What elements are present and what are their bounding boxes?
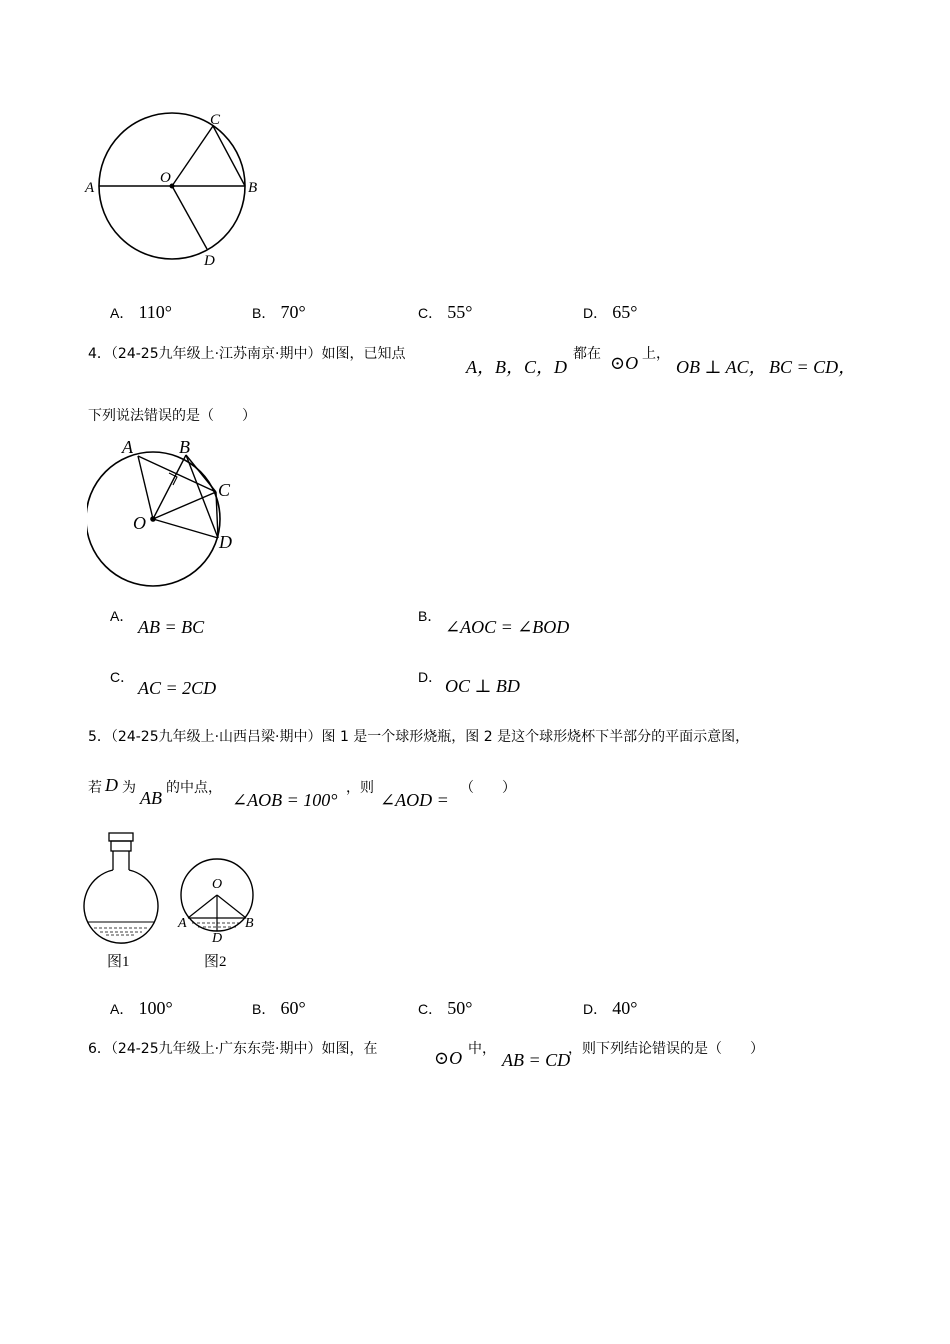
q4-top-text: 上，	[642, 346, 670, 362]
q6-stem	[88, 1038, 378, 1058]
label-a: A	[122, 437, 133, 457]
q5-number: 5．	[88, 729, 111, 745]
q5-source: （24-25九年级上·山西吕梁·期中）图 1 是一个球形烧瓶，图 2 是这个球形烧杯下半部分的平面示意图，	[110, 729, 750, 745]
segment-ac	[138, 456, 216, 492]
q4-option-d-letter[interactable]: D．	[418, 669, 443, 685]
segment-oc	[153, 492, 216, 519]
q5-line2-for: 为	[122, 780, 136, 796]
label-a: A	[85, 180, 95, 196]
option-value: 100°	[138, 998, 173, 1018]
q5-option-c[interactable]	[418, 998, 472, 1019]
option-letter: A．	[110, 1001, 134, 1017]
q6-tail: ，则下列结论错误的是（ ）	[568, 1041, 764, 1057]
segment-bd	[186, 455, 218, 538]
segment-cb	[213, 126, 245, 186]
option-value: 65°	[612, 302, 638, 322]
q4-option-c-value[interactable]: AC = 2CD	[138, 678, 217, 698]
q5-stem-line1	[88, 726, 749, 746]
q6-mid: 中，	[468, 1041, 496, 1057]
option-letter: A．	[110, 305, 134, 321]
q5-given: ∠AOB = 100°	[232, 790, 338, 810]
q6-source: （24-25九年级上·广东东莞·期中）如图，在	[110, 1041, 378, 1057]
q4-option-c-letter[interactable]: C．	[110, 669, 135, 685]
figure-q5	[82, 830, 267, 975]
option-value: 55°	[447, 302, 473, 322]
q4-circle: ⊙O	[610, 353, 639, 373]
label-d: D	[219, 532, 232, 552]
q4-source: （24-25九年级上·江苏南京·期中）如图，已知点	[110, 346, 406, 362]
label-o: O	[160, 170, 171, 186]
q4-option-a-value[interactable]: AB = BC	[138, 617, 205, 637]
label-c: C	[218, 480, 231, 500]
label-b: B	[179, 437, 190, 457]
label-o: O	[133, 513, 146, 533]
option-letter: C．	[418, 305, 443, 321]
q4-option-b-value[interactable]: ∠AOC = ∠BOD	[445, 617, 570, 637]
q4-points: A，B，C，D	[466, 357, 567, 377]
label-b: B	[248, 180, 258, 196]
q4-option-a-letter[interactable]: A．	[110, 608, 134, 624]
q4-option-b-letter[interactable]: B．	[418, 608, 442, 624]
q5-paren: （ ）	[460, 780, 516, 796]
q4-cond1: OB ⊥ AC，	[676, 357, 767, 377]
option-value: 70°	[280, 302, 306, 322]
q3-option-a[interactable]	[110, 302, 172, 323]
option-letter: B．	[252, 1001, 276, 1017]
label-d: D	[212, 931, 223, 946]
fig2-caption: 图2	[204, 954, 227, 970]
label-o: O	[212, 877, 223, 892]
segment-oa	[138, 456, 153, 519]
option-letter: B．	[252, 305, 276, 321]
q4-number: 4．	[88, 346, 111, 362]
q4-cond2: BC = CD，	[769, 357, 857, 377]
q5-line2-pre: 若	[88, 780, 102, 796]
q5-target: ∠AOD =	[380, 790, 449, 810]
flask-drawing	[84, 833, 158, 943]
segment-oc	[172, 126, 213, 186]
q3-option-d[interactable]	[583, 302, 637, 323]
q6-arc-eq: AB = CD	[502, 1050, 571, 1070]
label-a: A	[178, 916, 187, 931]
option-letter: C．	[418, 1001, 443, 1017]
q3-option-c[interactable]	[418, 302, 472, 323]
figure-q3-circle	[80, 108, 270, 273]
q4-option-d-value[interactable]: OC ⊥ BD	[445, 676, 520, 696]
q3-option-b[interactable]	[252, 302, 306, 323]
option-value: 40°	[612, 998, 638, 1018]
q5-d-var: D	[105, 775, 118, 795]
q4-stem-line1	[88, 343, 406, 363]
q6-circle: ⊙O	[434, 1048, 463, 1068]
option-letter: D．	[583, 1001, 608, 1017]
q5-arc: AB	[140, 788, 162, 808]
option-value: 110°	[138, 302, 172, 322]
segment-od	[172, 186, 207, 249]
q5-option-d[interactable]	[583, 998, 637, 1019]
option-value: 60°	[280, 998, 306, 1018]
label-c: C	[210, 112, 221, 128]
center-dot	[150, 516, 156, 522]
q5-line2-mid: 的中点，	[166, 780, 222, 796]
q5-option-b[interactable]	[252, 998, 306, 1019]
q5-then: ，则	[346, 780, 374, 796]
fig1-caption: 图1	[107, 954, 130, 970]
q4-stem-line2: 下列说法错误的是（ ）	[88, 408, 256, 424]
q5-option-a[interactable]	[110, 998, 173, 1019]
option-value: 50°	[447, 998, 473, 1018]
q4-on-text: 都在	[573, 346, 601, 362]
q6-number: 6．	[88, 1041, 111, 1057]
label-d: D	[204, 253, 215, 269]
figure-q4-circle	[82, 435, 242, 590]
segment-od	[153, 519, 218, 538]
label-b: B	[245, 916, 254, 931]
option-letter: D．	[583, 305, 608, 321]
cross-section-drawing	[177, 859, 254, 946]
segment-bc	[186, 455, 216, 492]
